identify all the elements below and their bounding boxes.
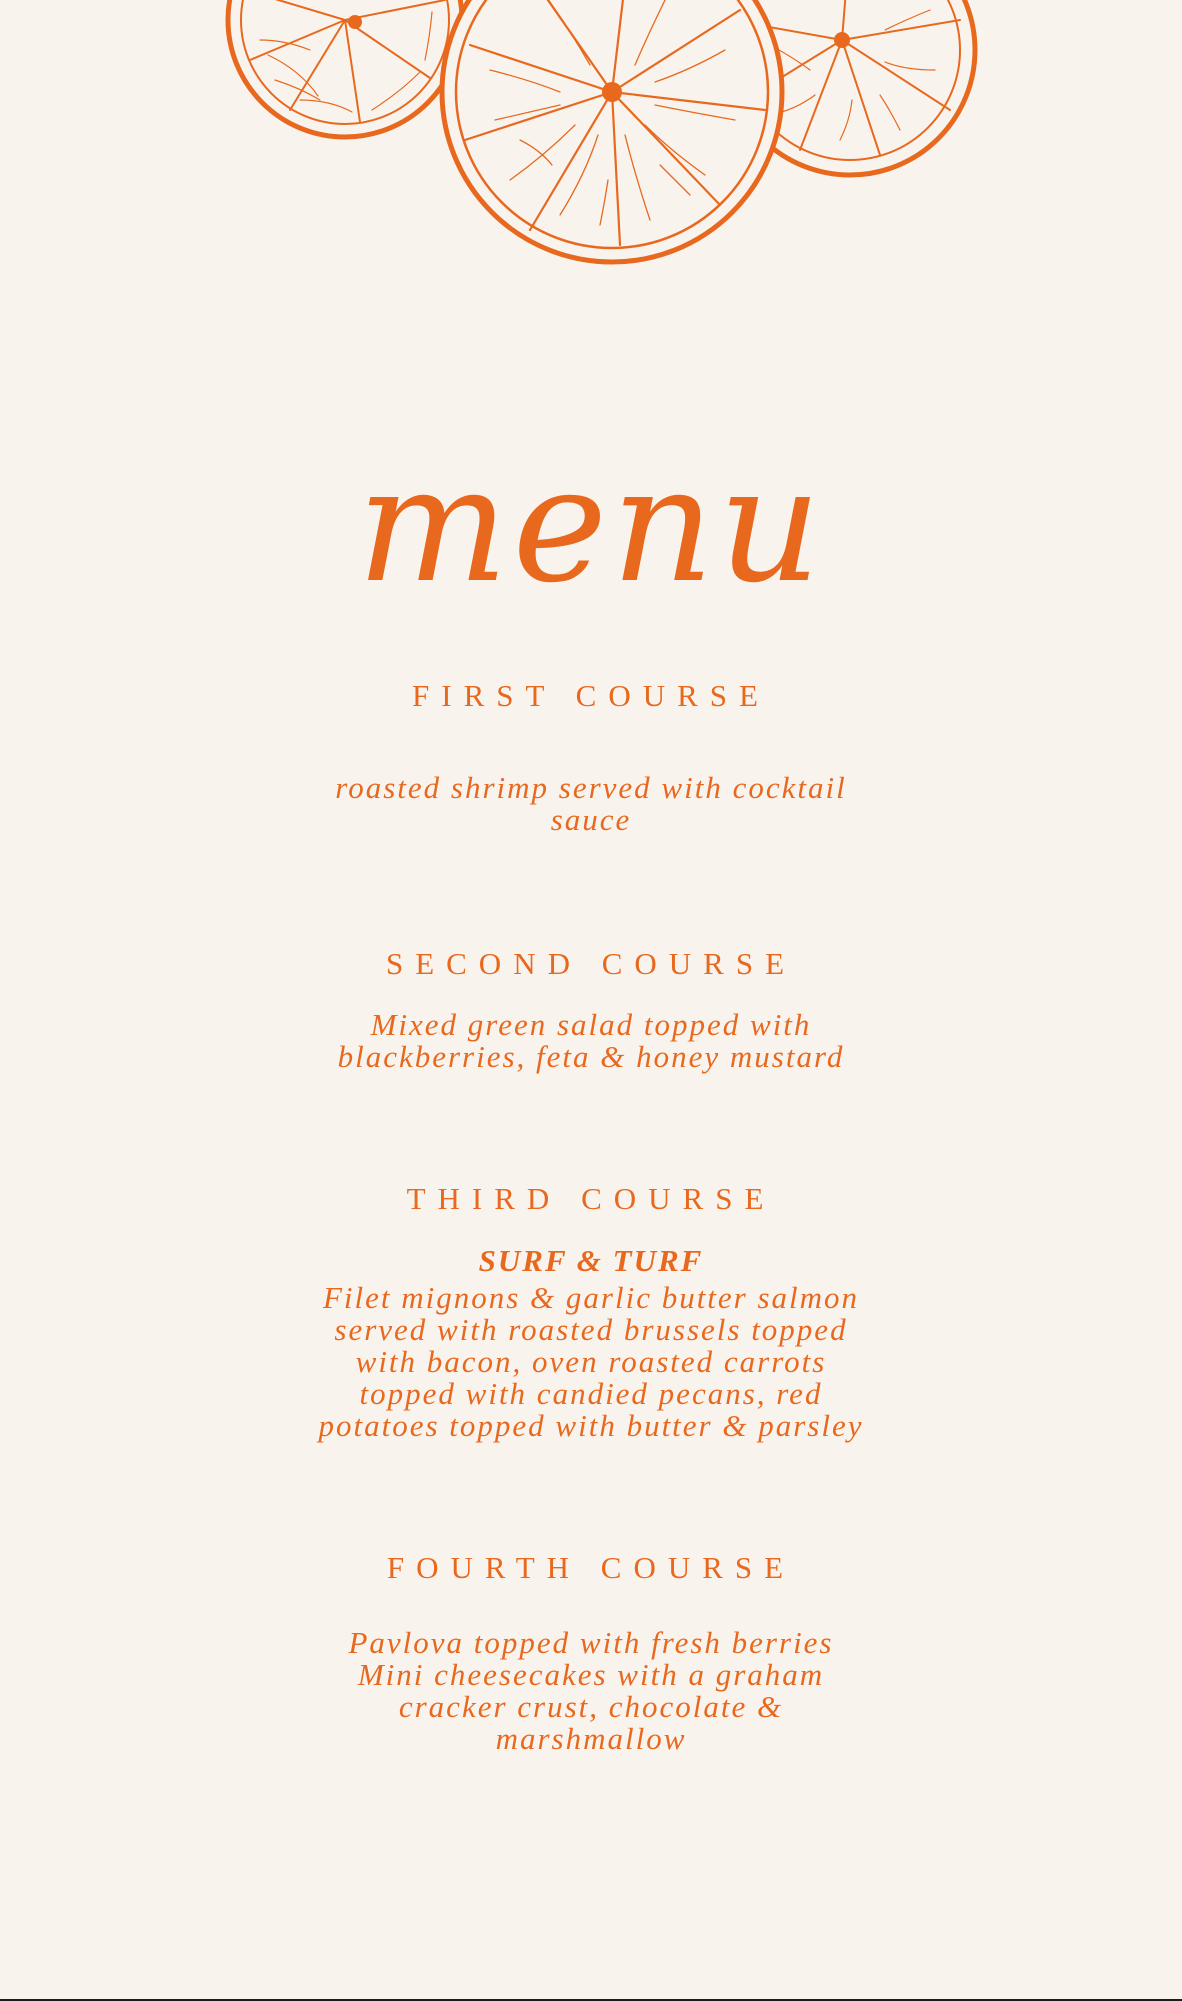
course-section-third [0, 1181, 1182, 1217]
course-heading: FOURTH COURSE [386, 1550, 796, 1585]
course-heading: THIRD COURSE [406, 1181, 776, 1216]
course-description-line: marshmallow [495, 1721, 687, 1756]
menu-title [0, 470, 1182, 640]
course-description-line: cracker crust, chocolate & [398, 1689, 784, 1724]
course-section-first [0, 678, 1182, 714]
orange-slices-illustration [0, 0, 1182, 280]
course-subheading: SURF & TURF [478, 1243, 704, 1278]
course-section-fourth [0, 1550, 1182, 1586]
course-description-fourth [0, 1627, 1182, 1755]
course-description-line: with bacon, oven roasted carrots [355, 1344, 827, 1379]
course-description-line: Mixed green salad topped with [370, 1007, 812, 1042]
course-description-third [0, 1282, 1182, 1442]
orange-slice-center-icon [442, 0, 782, 262]
course-description-line: served with roasted brussels topped [334, 1312, 848, 1347]
course-description-line: roasted shrimp served with cocktail [335, 770, 847, 805]
course-description-line: Pavlova topped with fresh berries [348, 1625, 834, 1660]
course-description-line: potatoes topped with butter & parsley [318, 1408, 864, 1443]
course-description-first [0, 772, 1182, 836]
course-description-line: topped with candied pecans, red [359, 1376, 823, 1411]
course-heading: FIRST COURSE [412, 678, 770, 713]
course-section-second [0, 946, 1182, 982]
course-description-line: Filet mignons & garlic butter salmon [322, 1280, 860, 1315]
course-description-second [0, 1009, 1182, 1073]
course-description-line: blackberries, feta & honey mustard [337, 1039, 845, 1074]
menu-title-text: menu [356, 470, 826, 618]
course-subheading-third [0, 1243, 1182, 1279]
course-description-line: Mini cheesecakes with a graham [357, 1657, 825, 1692]
course-description-line: sauce [550, 802, 632, 837]
orange-slice-left-icon [228, 0, 462, 137]
course-heading: SECOND COURSE [385, 946, 797, 981]
